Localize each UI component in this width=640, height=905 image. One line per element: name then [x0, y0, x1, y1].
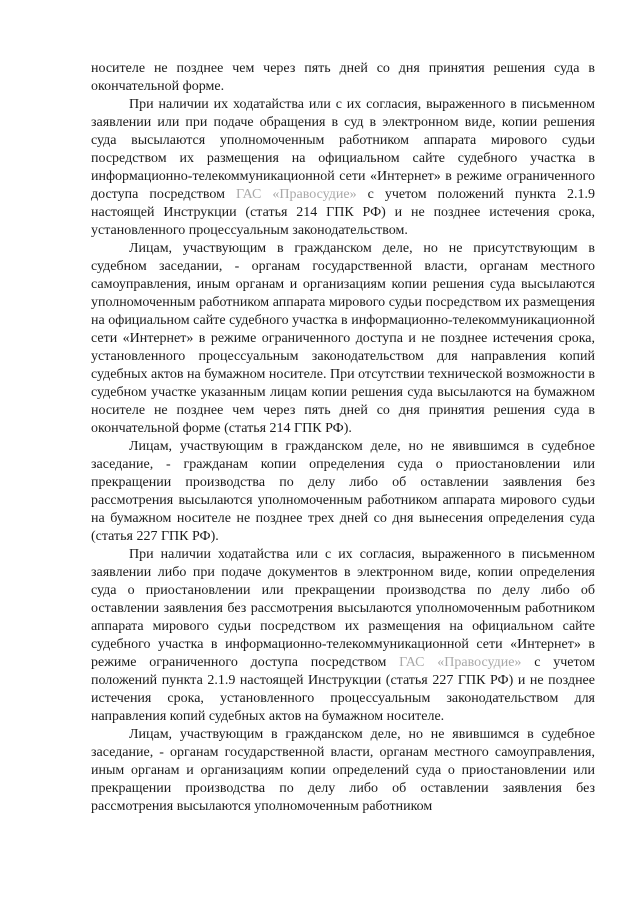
document-body: [91, 60, 595, 816]
faded-text-segment: ГАС «Правосудие»: [399, 655, 522, 670]
paragraph: [91, 96, 595, 240]
text-segment: носителе не позднее чем через пять дней со дня принятия решения суда в окончательной форме.: [91, 61, 595, 94]
paragraph: [91, 240, 595, 438]
text-segment: с учетом положений пункта 2.1.9 настоящей Инструкции (статья 214 ГПК РФ) и не позднее истечения срока, установленного процессуальным законодательством.: [91, 187, 595, 238]
paragraph: [91, 726, 595, 816]
text-segment: с учетом положений пункта 2.1.9 настоящей Инструкции (статья 227 ГПК РФ) и не позднее истечения срока, установленного процессуальным законодательством для направления копий судебных актов на бумажном носителе.: [91, 655, 596, 724]
paragraph: [91, 438, 595, 546]
faded-text-segment: ГАС «Правосудие»: [236, 187, 357, 202]
text-segment: Лицам, участвующим в гражданском деле, но не явившимся в судебное заседание, - органам государственной власти, органам местного самоуправления, иным органам и организациям копии определений суда о приостановлении или прекращении производства по делу либо об оставлении заявления без рассмотрения высылаются уполномоченным работником: [91, 727, 595, 814]
text-segment: Лицам, участвующим в гражданском деле, но не явившимся в судебное заседание, - гражданам копии определения суда о приостановлении или прекращении производства по делу либо об оставлении заявления без рассмотрения высылаются уполномоченным работником аппарата мирового судьи на бумажном носителе не позднее трех дней со дня вынесения определения суда (статья 227 ГПК РФ).: [91, 439, 595, 544]
text-segment: При наличии их ходатайства или с их согласия, выраженного в письменном заявлении или при подаче обращения в суд в электронном виде, копии решения суда высылаются уполномоченным работником аппарата мирового судьи посредством их размещения на официальном сайте судебного участка в информационно-телекоммуникационной сети «Интернет» в режиме ограниченного доступа посредством: [91, 97, 595, 202]
text-segment: При наличии ходатайства или с их согласия, выраженного в письменном заявлении либо при подаче документов в электронном виде, копии определения суда о приостановлении или прекращении производства по делу либо об оставлении заявления без рассмотрения высылаются уполномоченным работником аппарата мирового судьи посредством их размещения на официальном сайте судебного участка в информационно-телекоммуникационной сети «Интернет» в режиме ограниченного доступа посредством: [91, 547, 595, 670]
paragraph: [91, 60, 595, 96]
paragraph: [91, 546, 595, 726]
text-segment: Лицам, участвующим в гражданском деле, но не присутствующим в судебном заседании, - органам государственной власти, органам местного самоуправления, иным органам и организациям копии решения суда высылаются уполномоченным работником аппарата мирового судьи посредством их размещения на официальном сайте судебного участка в информационно-телекоммуникационной сети «Интернет» в режиме ограниченного доступа и не позднее истечения срока, установленного процессуальным законодательством для направления копий судебных актов на бумажном носителе. При отсутствии технической возможности в судебном участке указанным лицам копии решения суда высылаются на бумажном носителе не позднее чем через пять дней со дня принятия решения суда в окончательной форме (статья 214 ГПК РФ).: [91, 241, 595, 436]
